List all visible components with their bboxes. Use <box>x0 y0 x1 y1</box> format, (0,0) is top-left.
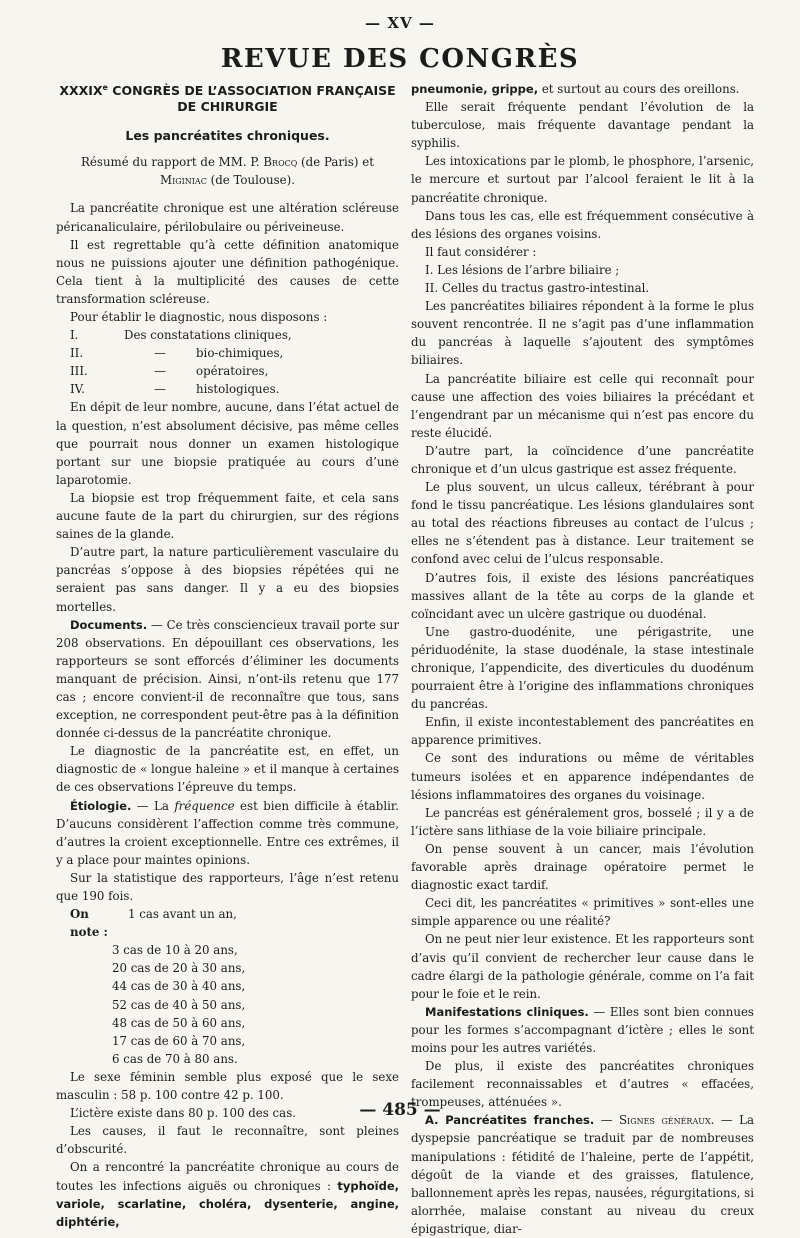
paragraph: pneumonie, grippe, et surtout au cours des oreillons. <box>411 82 740 96</box>
clinical-manifestations-heading: Manifestations cliniques. <box>425 1004 589 1019</box>
stat-line: 17 cas de 60 à 70 ans, <box>112 1033 246 1048</box>
paragraph: En dépit de leur nombre, aucune, dans l’état actuel de la question, n’est absolument décisive, pas même celles que pourrait nous donner un examen histologique portant sur une biopsie pratiquée au cours d’une laparotomie. <box>56 400 399 487</box>
article-title: Les pancréatites chroniques. <box>125 128 330 144</box>
clinical-manifestations-paragraph: Manifestations cliniques. — Elles sont bien connues pour les formes s’accompagnant d’ictère ; elles le sont moins pour les autres variétés. <box>411 1004 754 1055</box>
paragraph: D’autre part, la coïncidence d’une pancréatite chronique et d’un ulcus gastrique est assez fréquente. <box>411 443 754 476</box>
stat-line: 3 cas de 10 à 20 ans, <box>112 943 238 958</box>
paragraph: Sur la statistique des rapporteurs, l’âge n’est retenu que 190 fois. <box>56 870 399 903</box>
paragraph: Une gastro-duodénite, une périgastrite, une périduodénite, la stase duodénale, la stase intestinale chronique, l’appendicite, des diverticules du duodénum pourraient être à l’origine des inflammations chroniques du pancréas. <box>411 624 754 712</box>
etiology-paragraph: Étiologie. — La fréquence est bien difficile à établir. D’aucuns considèrent l’affection comme très commune, d’autres la croient exceptionnelle. Entre ces extrêmes, il y a place pour maintes opinions. <box>56 798 399 867</box>
paragraph: On pense souvent à un cancer, mais l’évolution favorable après drainage opératoire permet le diagnostic exact tardif. <box>411 841 754 893</box>
paragraph: On a rencontré la pancréatite chronique au cours de toutes les infections aiguës ou chroniques : typhoïde, variole, scarlatine, choléra, dysenterie, angine, diphtérie, <box>56 1160 399 1229</box>
stat-line: On note : 1 cas avant un an, <box>70 907 237 940</box>
documents-paragraph: Documents. — Ce très consciencieux travail porte sur 208 observations. En dépouillant ces observations, les rapporteurs se sont efforcés d’éliminer les documents manquant de précision. Ainsi, n’ont-ils retenu que 177 cas ; encore convient-il de reconnaître que tous, sans exception, ne correspondent peut-être pas à la définition donnée ci-dessus de la pancréatite chronique. <box>56 617 399 741</box>
paragraph: I. Les lésions de l’arbre biliaire ; <box>425 262 620 277</box>
stat-line: 20 cas de 20 à 30 ans, <box>112 961 246 976</box>
etiology-heading: Étiologie. <box>70 798 132 813</box>
section-title: REVUE DES CONGRÈS <box>220 44 580 74</box>
stat-line: 48 cas de 50 à 60 ans, <box>112 1015 246 1030</box>
paragraph: Le diagnostic de la pancréatite est, en effet, un diagnostic de « longue haleine » et il manque à certaines de ces observations l’épreuve du temps. <box>56 744 399 795</box>
list-item: IV. — histologiques. <box>70 382 280 397</box>
paragraph: Le plus souvent, un ulcus calleux, térébrant à pour fond le tissu pancréatique. Les lésions glandulaires sont au total des réactions fibreuses au contact de l’ulcus ; elles ne s’étendent pas à distance. Leur traitement se confond avec celui de l’ulcus responsable. <box>411 480 754 567</box>
paragraph: La pancréatite chronique est une altération scléreuse péricanaliculaire, périlobulaire ou périveineuse. <box>56 201 399 234</box>
paragraph: Il faut considérer : <box>425 244 537 259</box>
roman-page-number: — XV — <box>365 14 435 32</box>
paragraph: De plus, il existe des pancréatites chroniques facilement reconnaissables et d’autres « effacées, trompeuses, atténuées ». <box>411 1059 754 1110</box>
paragraph: D’autre part, la nature particulièrement vasculaire du pancréas s’oppose à des biopsies répétées qui ne seraient pas sans danger. Il y a eu des biopsies mortelles. <box>56 545 399 614</box>
paragraph: Enfin, il existe incontestablement des pancréatites en apparence primitives. <box>411 715 754 748</box>
paragraph: II. Celles du tractus gastro-intestinal. <box>425 281 650 296</box>
paragraph: Dans tous les cas, elle est fréquemment consécutive à des lésions des organes voisins. <box>411 208 754 241</box>
right-column <box>411 80 754 1238</box>
paragraph: Pour établir le diagnostic, nous disposons : <box>70 310 328 324</box>
documents-heading: Documents. <box>70 617 148 632</box>
page-number: — 485 — <box>359 1100 441 1120</box>
paragraph: Il est regrettable qu’à cette définition anatomique nous ne puissions ajouter une définition pathogénique. Cela tient à la multiplicité des causes de cette transformation scléreuse. <box>56 237 399 306</box>
paragraph: La biopsie est trop fréquemment faite, et cela sans aucune faute de la part du chirurgien, sur des régions saines de la glande. <box>56 490 399 542</box>
congress-title: XXXIXe CONGRÈS DE L’ASSOCIATION FRANÇAISE DE CHIRURGIE <box>59 83 396 115</box>
list-item: I. Des constatations cliniques, <box>70 328 292 343</box>
paragraph: On ne peut nier leur existence. Et les rapporteurs sont d’avis qu’il convient de rechercher leur cause dans le cadre élargi de la pathologie générale, comme on l’a fait pour le foie et le rein. <box>411 932 754 1001</box>
paragraph: Ceci dit, les pancréatites « primitives » sont-elles une simple apparence ou une réalité? <box>411 896 754 929</box>
paragraph: L’ictère existe dans 80 p. 100 des cas. <box>70 1106 297 1121</box>
paragraph: La pancréatite biliaire est celle qui reconnaît pour cause une affection des voies biliaires la précédant et l’engendrant par un mécanisme qui n’est pas encore du reste élucidé. <box>411 371 754 440</box>
paragraph: D’autres fois, il existe des lésions pancréatiques massives allant de la tête au corps de la glande et coïncidant avec un ulcère gastrique ou duodénal. <box>411 570 754 621</box>
frank-pancreatitis-paragraph: A. Pancréatites franches. — Signes généraux. — La dyspepsie pancréatique se traduit par de nombreuses manipulations : fétidité de l’haleine, perte de l’appétit, dégoût de la viande et des graisses, flatulence, ballonnement après les repas, nausées, régurgitations, si alorrhée, malaise constant au niveau du creux épigastrique, diar- <box>411 1113 755 1236</box>
paragraph: Le sexe féminin semble plus exposé que le sexe masculin : 58 p. 100 contre 42 p. 100. <box>56 1069 399 1103</box>
stat-line: 44 cas de 30 à 40 ans, <box>112 979 246 994</box>
paragraph: Les pancréatites biliaires répondent à la forme le plus souvent rencontrée. Il ne s’agit pas d’une inflammation du pancréas à laquelle s’ajoutent des symptômes biliaires. <box>411 299 754 368</box>
author-brocq: Brocq <box>263 155 298 170</box>
list-item: II. — bio-chimiques, <box>70 346 284 361</box>
paragraph: Les intoxications par le plomb, le phosphore, l’arsenic, le mercure et surtout par l’alcool feraient le lit à la pancréatite chronique. <box>411 154 754 205</box>
author-miginiac: Miginiac <box>159 173 207 188</box>
stat-line: 52 cas de 40 à 50 ans, <box>112 997 246 1012</box>
paragraph: Le pancréas est généralement gros, bosselé ; il y a de l’ictère sans lithiase de la voie biliaire principale. <box>411 805 754 838</box>
paragraph: Les causes, il faut le reconnaître, sont pleines d’obscurité. <box>56 1124 399 1157</box>
paragraph: Elle serait fréquente pendant l’évolution de la tuberculose, mais fréquente davantage pendant la syphilis. <box>411 100 754 151</box>
paragraph: Ce sont des indurations ou même de véritables tumeurs isolées et en apparence indépendantes de lésions inflammatoires des organes du voisinage. <box>411 751 754 802</box>
list-item: III. — opératoires, <box>70 364 269 379</box>
frank-pancreatitis-heading: A. Pancréatites franches. <box>425 1113 595 1128</box>
report-summary-line: Résumé du rapport de MM. P. Brocq (de Paris) et Miginiac (de Toulouse). <box>81 155 374 188</box>
stat-line: 6 cas de 70 à 80 ans. <box>112 1051 238 1066</box>
diagnostic-list <box>56 326 399 398</box>
left-column <box>56 80 399 1231</box>
